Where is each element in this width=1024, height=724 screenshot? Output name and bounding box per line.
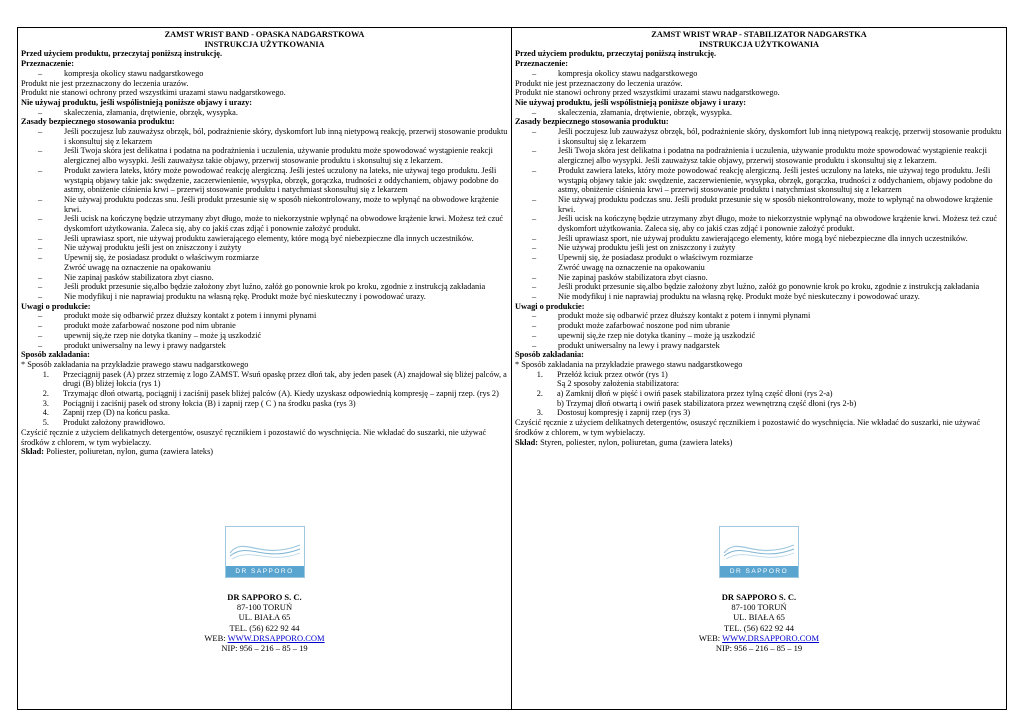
purpose-item <box>21 69 508 79</box>
item-text: Nie używaj produktu podczas snu. Jeśli produkt przesunie się w sposób niekontrolowany, może to wpłynąć na obwodowe krążenie krwi. <box>64 194 499 214</box>
dash-marker: – <box>532 233 537 243</box>
safety-item <box>515 253 1003 272</box>
purpose-line: Produkt nie stanowi ochrony przed wszystkimi urazami stawu nadgarstkowego. <box>515 88 780 98</box>
dash-marker: – <box>38 340 43 350</box>
item-text: Nie używaj produktu jeśli jest on zniszczony i zużyty <box>558 243 736 253</box>
item-text: Jeśli ucisk na kończynę będzie utrzymany zbyt długo, może to niekorzystnie wpłynąć na obwodowe krążenie krwi. Możesz też czuć dyskomfort użytkowania. Zaleca się, aby co jakiś czas zdjąć i ponownie założyć produkt. <box>64 214 504 234</box>
step-number: 3. <box>536 408 543 418</box>
dash-marker: – <box>38 321 43 331</box>
purpose-line: Produkt nie jest przeznaczony do leczenia urazów. <box>515 78 683 88</box>
wave-logo-icon <box>226 527 304 566</box>
item-text: produkt może zafarbować noszone pod nim ubranie <box>64 321 236 331</box>
item-text: Jeśli produkt przesunie się,albo będzie założony zbyt luźno, załóż go ponownie krok po kroku, zgodnie z instrukcją zakładania <box>64 282 486 292</box>
safety-item <box>21 214 508 233</box>
item-text: Produkt zawiera lateks, który może powodować reakcję alergiczną. Jeśli jesteś uczulony na lateks, nie używaj tego produktu. Jeśli wystąpią objawy takie jak: swędzenie, zaczerwienienie, wysypka, obrzęk, gorączka, trudności z oddychaniem, objawy podobne do astmy, obniżenie ciśnienia krwi – przerwij stosowanie produktu i natychmiast skonsultuj się z lekarzem <box>558 165 993 195</box>
dash-marker: – <box>532 340 537 350</box>
item-text: Jeśli produkt przesunie się,albo będzie założony zbyt luźno, załóż go ponownie krok po kroku, zgodnie z instrukcją zakładania <box>558 282 980 292</box>
wave-logo-icon <box>720 527 798 566</box>
dash-marker: – <box>38 233 43 243</box>
material-line <box>515 438 1003 448</box>
step-item <box>21 408 508 418</box>
company-name: DR SAPPORO S. C. <box>721 592 797 602</box>
note-item <box>515 311 1003 321</box>
safety-item <box>21 273 508 283</box>
dash-marker: – <box>532 253 537 263</box>
safety-item <box>21 282 508 292</box>
purpose-item <box>515 69 1003 79</box>
dash-marker: – <box>38 291 43 301</box>
step-item <box>21 370 508 389</box>
step-text: a) Zamknij dłoń w pięść i owiń pasek stabilizatora przez tylną część dłoni (rys 2-a) b) Trzymaj dłoń otwartą i owiń pasek stabilizatora przez wewnętrzną część dłoni (rys 2-b) <box>557 389 857 408</box>
dash-marker: – <box>532 243 537 253</box>
contraindication-item <box>21 108 508 118</box>
document-title: ZAMST WRIST WRAP - STABILIZATOR NADGARSTKA <box>651 30 867 39</box>
material-label: Skład: <box>515 437 539 447</box>
company-phone: TEL. (56) 622 92 44 <box>723 622 795 633</box>
dash-marker: – <box>38 165 43 175</box>
logo-text: DR SAPPORO <box>720 566 798 577</box>
item-text: Produkt zawiera lateks, który może powodować reakcję alergiczną. Jeśli jesteś uczulony na lateks, nie używaj tego produktu. Jeśli wystąpią objawy takie jak: swędzenie, zaczerwienienie, wysypka, obrzęk, gorączka, trudności z oddychaniem, objawy podobne do astmy, obniżenie ciśnienia krwi – przerwij stosowanie produktu i natychmiast skonsultuj się z lekarzem <box>64 165 499 195</box>
intro-text: Przed użyciem produktu, przeczytaj poniższą instrukcję. <box>21 49 223 59</box>
company-nip: NIP: 956 – 216 – 85 – 19 <box>715 643 803 654</box>
right-column-wrist-wrap <box>512 28 1006 709</box>
dash-marker: – <box>532 107 537 117</box>
safety-heading: Zasady bezpiecznego stosowania produktu: <box>21 117 175 127</box>
safety-item <box>21 166 508 195</box>
item-text: Nie używaj produktu jeśli jest on zniszczony i zużyty <box>64 243 242 253</box>
document-subtitle: INSTRUKCJA UŻYTKOWANIA <box>204 39 325 49</box>
dash-marker: – <box>38 282 43 292</box>
step-text: Pociągnij i zaciśnij pasek od strony łokcia (B) i zapnij rzep ( C ) na środku paska (rys 3) <box>63 398 356 408</box>
item-text: Jeśli ucisk na kończynę będzie utrzymany zbyt długo, może to niekorzystnie wpłynąć na obwodowe krążenie krwi. Możesz też czuć dyskomfort użytkowania. Zaleca się, aby co jakiś czas zdjąć i ponownie założyć produkt. <box>558 214 998 234</box>
note-item <box>21 331 508 341</box>
safety-item <box>21 292 508 302</box>
item-text: produkt uniwersalny na lewy i prawy nadgarstek <box>64 340 226 350</box>
material-line <box>21 447 508 457</box>
step-text: Trzymając dłoń otwartą, pociągnij i zaciśnij pasek bliżej palców (A). Kiedy uzyskasz odpowiednią kompresję – zapnij rzep. (rys 2) <box>63 389 499 399</box>
dash-marker: – <box>38 214 43 224</box>
company-name: DR SAPPORO S. C. <box>227 592 302 602</box>
dash-marker: – <box>532 330 537 340</box>
note-item <box>515 331 1003 341</box>
intro-text: Przed użyciem produktu, przeczytaj poniższą instrukcję. <box>515 49 717 59</box>
company-street: UL. BIAŁA 65 <box>238 612 291 623</box>
safety-item <box>515 234 1003 244</box>
company-web <box>512 633 1006 643</box>
item-text: Upewnij się, że posiadasz produkt o właściwym rozmiarze Zwróć uwagę na oznaczenie na opakowaniu <box>558 253 753 272</box>
item-text: Nie używaj produktu podczas snu. Jeśli produkt przesunie się w sposób niekontrolowany, może to wpłynąć na obwodowe krążenie krwi. <box>558 194 993 214</box>
item-text: upewnij się,że rzep nie dotyka tkaniny – może ją uszkodzić <box>558 330 756 340</box>
safety-item <box>21 195 508 214</box>
step-number: 2. <box>42 389 49 399</box>
purpose-heading: Przeznaczenie: <box>21 59 74 69</box>
dash-marker: – <box>38 68 43 78</box>
item-text: skaleczenia, złamania, drętwienie, obrzęk, wysypka. <box>558 107 732 117</box>
company-city: 87-100 TORUŃ <box>731 602 787 613</box>
dr-sapporo-logo <box>225 526 305 578</box>
dash-marker: – <box>532 127 537 137</box>
item-text: produkt uniwersalny na lewy i prawy nadgarstek <box>558 340 720 350</box>
item-text: skaleczenia, złamania, drętwienie, obrzęk, wysypka. <box>64 107 238 117</box>
dash-marker: – <box>38 127 43 137</box>
safety-item <box>515 127 1003 146</box>
dash-marker: – <box>38 107 43 117</box>
website-link[interactable]: WWW.DRSAPPORO.COM <box>227 632 325 643</box>
company-street: UL. BIAŁA 65 <box>733 612 785 623</box>
company-block <box>512 526 1006 653</box>
item-text: Nie modyfikuj i nie naprawiaj produktu na własną rękę. Produkt może być nieskuteczny i powodować urazy. <box>64 291 426 301</box>
step-number: 1. <box>536 369 543 379</box>
contraindications-heading: Nie używaj produktu, jeśli wspólistnieją poniższe objawy i urazy: <box>515 97 747 107</box>
step-text: Produkt założony prawidłowo. <box>63 418 166 428</box>
step-item <box>21 399 508 409</box>
safety-item <box>515 166 1003 195</box>
website-link[interactable]: WWW.DRSAPPORO.COM <box>722 632 820 643</box>
safety-item <box>21 127 508 146</box>
item-text: kompresja okolicy stawu nadgarstkowego <box>558 68 698 78</box>
safety-heading: Zasady bezpiecznego stosowania produktu: <box>515 117 669 127</box>
dash-marker: – <box>532 214 537 224</box>
safety-item <box>515 195 1003 214</box>
safety-item <box>515 292 1003 302</box>
dash-marker: – <box>532 68 537 78</box>
step-number: 2. <box>536 389 543 399</box>
dash-marker: – <box>532 272 537 282</box>
step-item <box>21 418 508 428</box>
safety-item <box>515 282 1003 292</box>
dash-marker: – <box>532 282 537 292</box>
note-item <box>515 341 1003 351</box>
item-text: Jeśli poczujesz lub zauważysz obrzęk, ból, podrażnienie skóry, dyskomfort lub inną nietypową reakcję, przerwij stosowanie produktu i skonsultuj się z lekarzem <box>64 127 508 146</box>
dash-marker: – <box>532 321 537 331</box>
notes-heading: Uwagi o produkcie: <box>515 301 585 311</box>
document-title: ZAMST WRIST BAND - OPASKA NADGARSTKOWA <box>164 30 365 39</box>
dash-marker: – <box>38 194 43 204</box>
care-text: Czyścić ręcznie z użyciem delikatnych detergentów, osuszyć ręcznikiem i pozostawić do wyschnięcia. Nie wkładać do suszarki, nie używać środków z chlorem, w tym wybielaczy. <box>21 427 487 447</box>
company-address <box>18 592 511 653</box>
dash-marker: – <box>38 253 43 263</box>
dash-marker: – <box>532 311 537 321</box>
note-item <box>21 311 508 321</box>
logo-text: DR SAPPORO <box>226 566 304 577</box>
dash-marker: – <box>532 291 537 301</box>
company-address <box>512 592 1006 653</box>
safety-item <box>21 253 508 272</box>
left-column-wrist-band <box>18 28 512 709</box>
notes-heading: Uwagi o produkcie: <box>21 301 91 311</box>
method-heading: Sposób zakładania: <box>21 350 90 360</box>
web-label: WEB: <box>698 632 723 643</box>
safety-item <box>21 234 508 244</box>
safety-item <box>515 214 1003 233</box>
item-text: Nie modyfikuj i nie naprawiaj produktu na własną rękę. Produkt może być nieskuteczny i powodować urazy. <box>558 291 920 301</box>
dash-marker: – <box>532 146 537 156</box>
material-label: Skład: <box>21 447 45 457</box>
item-text: Nie zapinaj pasków stabilizatora zbyt ciasno. <box>558 272 708 282</box>
dash-marker: – <box>532 194 537 204</box>
dash-marker: – <box>38 243 43 253</box>
method-intro: * Sposób zakładania na przykładzie prawego stawu nadgarstkowego <box>515 359 743 369</box>
item-text: Jeśli poczujesz lub zauważysz obrzęk, ból, podrażnienie skóry, dyskomfort lub inną nietypową reakcję, przerwij stosowanie produktu i skonsultuj się z lekarzem <box>558 127 1002 146</box>
care-text: Czyścić ręcznie z użyciem delikatnych detergentów, osuszyć ręcznikiem i pozostawić do wyschnięcia. Nie wkładać do suszarki, nie używać środków z chlorem, w tym wybielaczy. <box>515 418 981 437</box>
contraindications-heading: Nie używaj produktu, jeśli wspólistnieją poniższe objawy i urazy: <box>21 97 253 107</box>
safety-item <box>515 243 1003 253</box>
purpose-line: Produkt nie stanowi ochrony przed wszystkimi urazami stawu nadgarstkowego. <box>21 88 286 98</box>
dash-marker: – <box>38 272 43 282</box>
item-text: produkt może się odbarwić przez dłuższy kontakt z potem i innymi płynami <box>64 311 317 321</box>
company-block <box>18 526 511 653</box>
step-item <box>515 389 1003 408</box>
item-text: Jeśli uprawiasz sport, nie używaj produktu zawierającego elementy, które mogą być niebezpieczne dla innych uczestników. <box>64 233 474 243</box>
item-text: Upewnij się, że posiadasz produkt o właściwym rozmiarze Zwróć uwagę na oznaczenie na opakowaniu <box>64 253 259 272</box>
web-label: WEB: <box>204 632 228 643</box>
item-text: produkt może zafarbować noszone pod nim ubranie <box>558 321 730 331</box>
step-number: 3. <box>42 398 49 408</box>
contraindication-item <box>515 108 1003 118</box>
material-text: Styren, poliester, nylon, poliuretan, guma (zawiera lateks) <box>538 437 733 447</box>
step-number: 1. <box>42 369 49 379</box>
safety-item <box>515 146 1003 165</box>
dash-marker: – <box>38 311 43 321</box>
step-number: 5. <box>42 418 49 428</box>
item-text: kompresja okolicy stawu nadgarstkowego <box>64 68 204 78</box>
item-text: upewnij się,że rzep nie dotyka tkaniny – może ją uszkodzić <box>64 330 262 340</box>
dr-sapporo-logo <box>719 526 799 578</box>
step-text: Przeciągnij pasek (A) przez strzemię z logo ZAMST. Wsuń opaskę przez dłoń tak, aby jeden pasek (A) znajdował się bliżej palców, a drugi (B) bliżej łokcia (rys 1) <box>63 369 507 389</box>
dash-marker: – <box>38 146 43 156</box>
dash-marker: – <box>38 330 43 340</box>
note-item <box>21 321 508 331</box>
step-text: Zapnij rzep (D) na końcu paska. <box>63 408 170 418</box>
note-item <box>21 341 508 351</box>
step-item <box>515 408 1003 418</box>
document-subtitle: INSTRUKCJA UŻYTKOWANIA <box>698 39 820 49</box>
step-text: Dostosuj kompresję i zapnij rzep (rys 3) <box>557 408 691 418</box>
safety-item <box>515 273 1003 283</box>
document-frame <box>17 27 1007 710</box>
item-text: Jeśli Twoja skóra jest delikatna i podatna na podrażnienia i uczulenia, używanie produktu może spowodować wystąpienie reakcji alergicznej albo wysypki. Jeśli zauważysz takie objawy, przerwij stosowanie produktu i skonsultuj się z lekarzem. <box>64 146 493 166</box>
safety-item <box>21 146 508 165</box>
step-text: Przełóż kciuk przez otwór (rys 1) Są 2 sposoby założenia stabilizatora: <box>557 369 680 389</box>
step-item <box>21 389 508 399</box>
company-nip: NIP: 956 – 216 – 85 – 19 <box>221 643 308 654</box>
dash-marker: – <box>532 165 537 175</box>
item-text: Jeśli Twoja skóra jest delikatna i podatna na podrażnienia i uczulenia, używanie produktu może spowodować wystąpienie reakcji alergicznej albo wysypki. Jeśli zauważysz takie objawy, przerwij stosowanie produktu i skonsultuj się z lekarzem. <box>558 146 987 166</box>
step-number: 4. <box>42 408 49 418</box>
item-text: Nie zapinaj pasków stabilizatora zbyt ciasno. <box>64 272 214 282</box>
step-item <box>515 370 1003 389</box>
item-text: Jeśli uprawiasz sport, nie używaj produktu zawierającego elementy, które mogą być niebezpieczne dla innych uczestników. <box>558 233 968 243</box>
company-phone: TEL. (56) 622 92 44 <box>229 622 300 633</box>
company-city: 87-100 TORUŃ <box>236 602 293 613</box>
method-intro: * Sposób zakładania na przykładzie prawego stawu nadgarstkowego <box>21 359 249 369</box>
item-text: produkt może się odbarwić przez dłuższy kontakt z potem i innymi płynami <box>558 311 811 321</box>
company-web <box>18 633 511 643</box>
note-item <box>515 321 1003 331</box>
safety-item <box>21 243 508 253</box>
purpose-line: Produkt nie jest przeznaczony do leczenia urazów. <box>21 78 189 88</box>
method-heading: Sposób zakładania: <box>515 350 584 360</box>
material-text: Poliester, poliuretan, nylon, guma (zawiera lateks) <box>44 447 214 457</box>
purpose-heading: Przeznaczenie: <box>515 59 568 69</box>
